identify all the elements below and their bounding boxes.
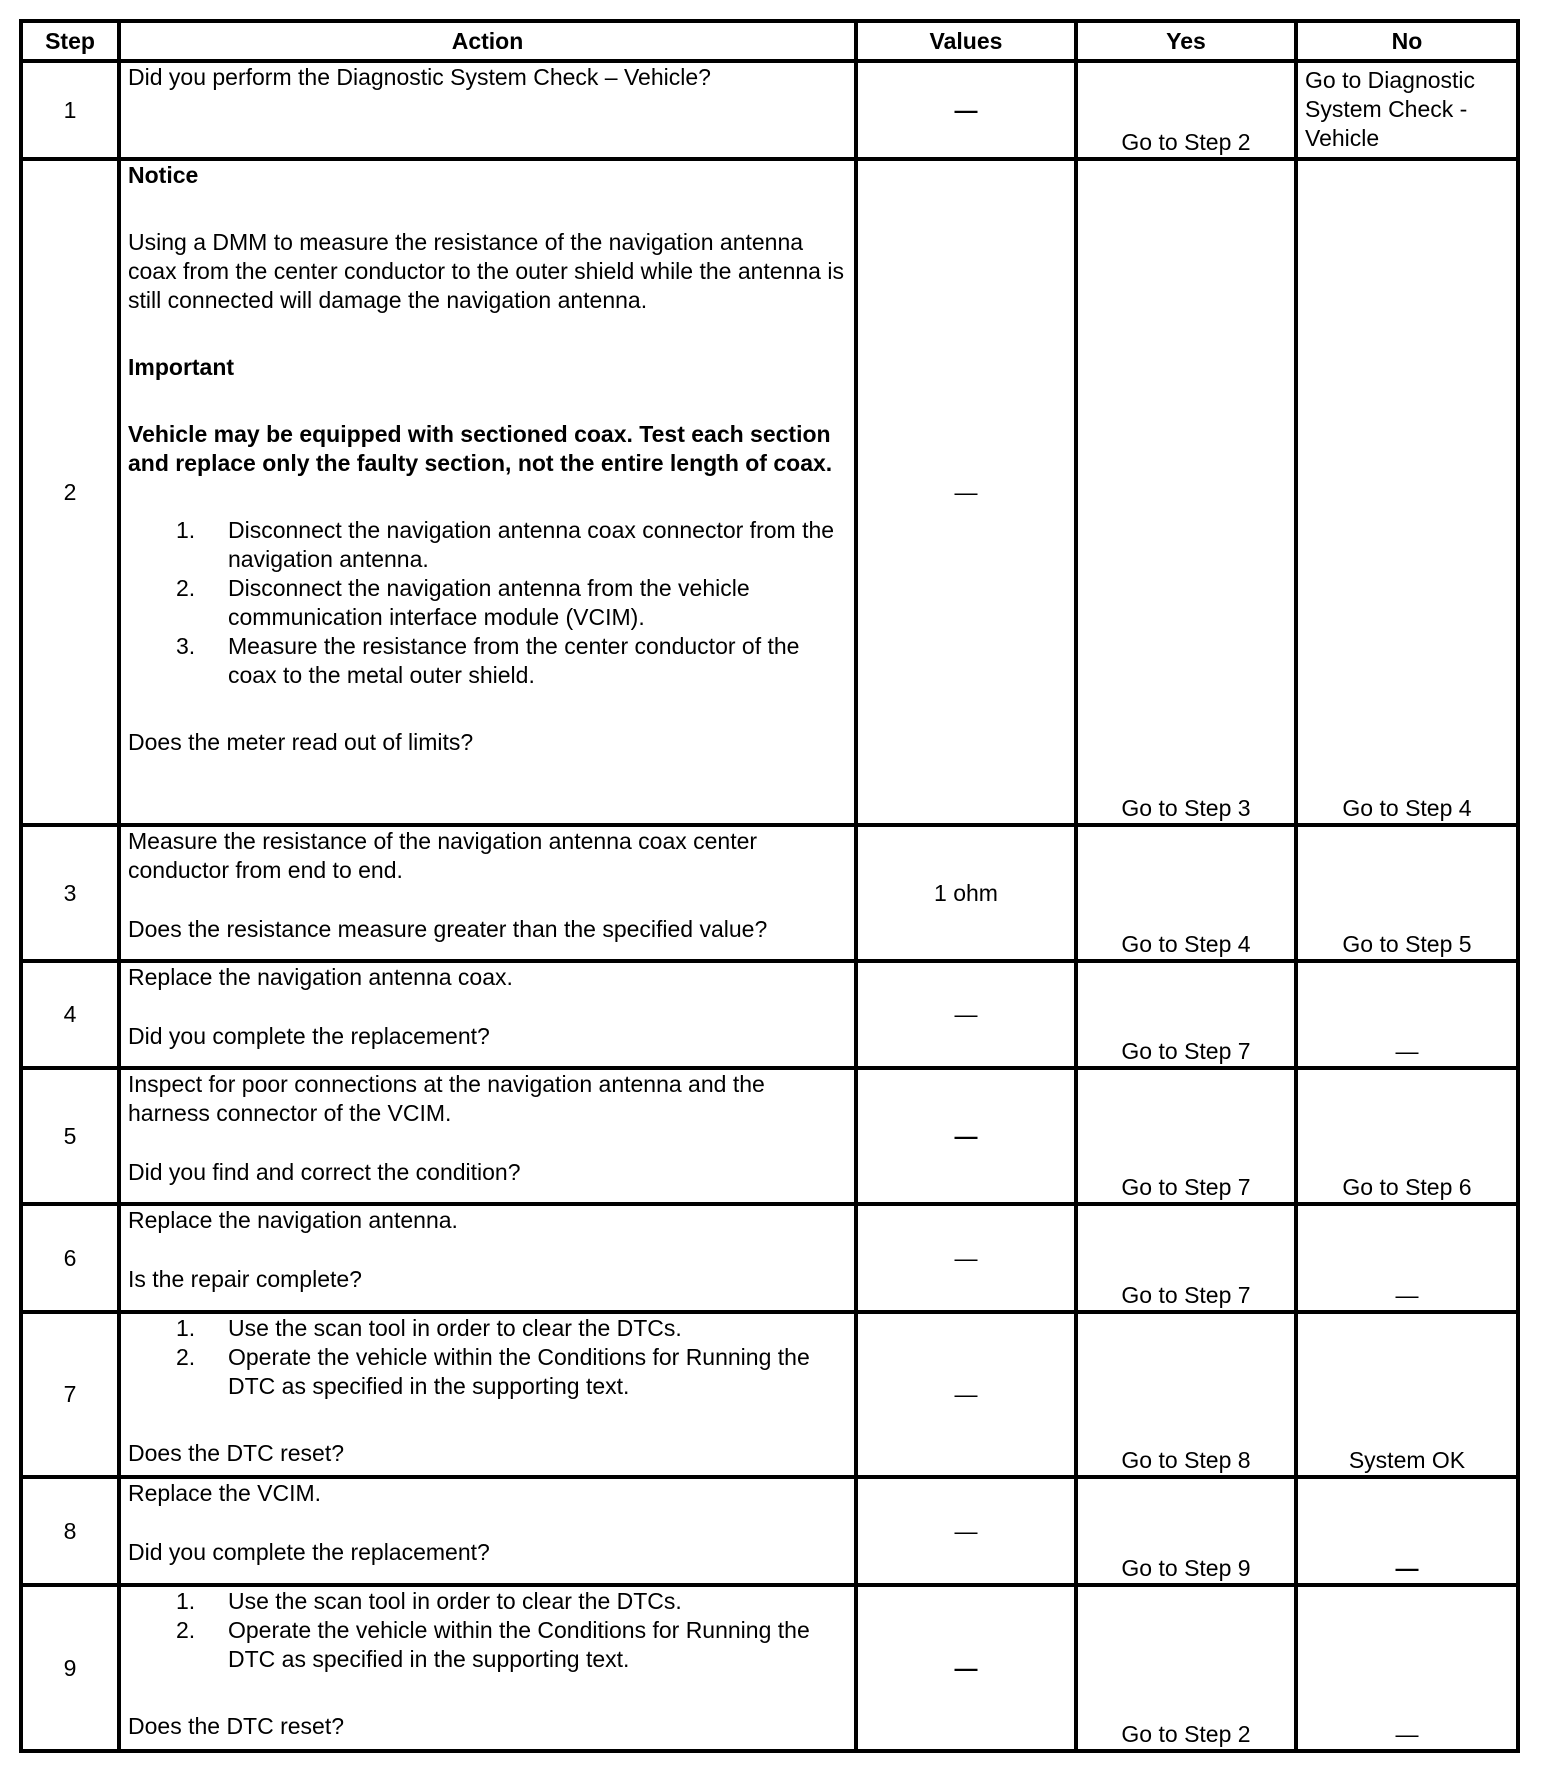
question-text: Did you perform the Diagnostic System Check – Vehicle? xyxy=(128,64,711,90)
step-number: 1 xyxy=(21,61,119,159)
no-cell: Go to Diagnostic System Check - Vehicle xyxy=(1296,61,1518,159)
instruction-text: Replace the VCIM. xyxy=(128,1480,322,1506)
list-number: 1. xyxy=(176,517,196,543)
yes-cell: Go to Step 8 xyxy=(1076,1312,1296,1477)
list-item xyxy=(128,1616,847,1674)
list-item xyxy=(128,1343,847,1401)
no-cell: — xyxy=(1296,1585,1518,1751)
no-cell: Go to Step 4 xyxy=(1296,159,1518,825)
list-text: Operate the vehicle within the Conditions for Running the DTC as specified in the supporting text. xyxy=(228,1344,810,1399)
table-row xyxy=(21,1204,1518,1312)
table-row xyxy=(21,1068,1518,1204)
procedure-list xyxy=(128,1314,847,1401)
notice-text: Using a DMM to measure the resistance of the navigation antenna coax from the center conductor to the outer shield while the antenna is still connected will damage the navigation antenna. xyxy=(128,229,844,313)
no-cell: — xyxy=(1296,961,1518,1068)
action-cell xyxy=(119,1585,856,1751)
no-cell: System OK xyxy=(1296,1312,1518,1477)
step-number: 9 xyxy=(21,1585,119,1751)
procedure-list xyxy=(128,1587,847,1674)
step-number: 6 xyxy=(21,1204,119,1312)
header-values: Values xyxy=(856,21,1076,61)
list-item xyxy=(128,632,847,690)
no-cell: — xyxy=(1296,1477,1518,1585)
no-cell: Go to Step 6 xyxy=(1296,1068,1518,1204)
yes-cell: Go to Step 7 xyxy=(1076,1068,1296,1204)
procedure-list xyxy=(128,516,847,690)
list-number: 2. xyxy=(176,1617,196,1643)
table-row xyxy=(21,1312,1518,1477)
no-cell: — xyxy=(1296,1204,1518,1312)
value-cell: — xyxy=(856,1312,1076,1477)
list-item xyxy=(128,574,847,632)
value-cell: — xyxy=(856,1477,1076,1585)
list-number: 2. xyxy=(176,1344,196,1370)
list-text: Disconnect the navigation antenna from the vehicle communication interface module (VCIM). xyxy=(228,575,750,630)
no-cell: Go to Step 5 xyxy=(1296,825,1518,961)
list-text: Measure the resistance from the center conductor of the coax to the metal outer shield. xyxy=(228,633,800,688)
list-text: Operate the vehicle within the Conditions for Running the DTC as specified in the supporting text. xyxy=(228,1617,810,1672)
list-text: Use the scan tool in order to clear the DTCs. xyxy=(228,1588,682,1614)
action-cell xyxy=(119,1312,856,1477)
action-cell xyxy=(119,961,856,1068)
list-text: Use the scan tool in order to clear the DTCs. xyxy=(228,1315,682,1341)
important-text: Vehicle may be equipped with sectioned coax. Test each section and replace only the faulty section, not the entire length of coax. xyxy=(128,421,833,476)
yes-cell: Go to Step 9 xyxy=(1076,1477,1296,1585)
yes-cell: Go to Step 2 xyxy=(1076,61,1296,159)
action-cell xyxy=(119,1204,856,1312)
value-cell: 1 ohm xyxy=(856,825,1076,961)
question-text: Does the resistance measure greater than the specified value? xyxy=(128,916,768,942)
table-row xyxy=(21,159,1518,825)
table-row xyxy=(21,1477,1518,1585)
action-cell xyxy=(119,159,856,825)
table-row xyxy=(21,61,1518,159)
value-cell: — xyxy=(856,159,1076,825)
list-item xyxy=(128,1587,847,1616)
step-number: 3 xyxy=(21,825,119,961)
step-number: 4 xyxy=(21,961,119,1068)
action-cell xyxy=(119,1068,856,1204)
question-text: Did you complete the replacement? xyxy=(128,1023,490,1049)
step-number: 8 xyxy=(21,1477,119,1585)
header-no: No xyxy=(1296,21,1518,61)
list-text: Disconnect the navigation antenna coax connector from the navigation antenna. xyxy=(228,517,835,572)
table-row xyxy=(21,825,1518,961)
diagnostic-table xyxy=(19,19,1520,1753)
step-number: 2 xyxy=(21,159,119,825)
question-text: Does the DTC reset? xyxy=(128,1713,345,1739)
question-text: Did you complete the replacement? xyxy=(128,1539,490,1565)
question-text: Does the DTC reset? xyxy=(128,1440,345,1466)
step-number: 7 xyxy=(21,1312,119,1477)
list-item xyxy=(128,1314,847,1343)
header-action: Action xyxy=(119,21,856,61)
notice-title: Notice xyxy=(128,162,199,188)
important-title: Important xyxy=(128,354,235,380)
step-number: 5 xyxy=(21,1068,119,1204)
action-cell xyxy=(119,825,856,961)
action-cell xyxy=(119,1477,856,1585)
question-text: Is the repair complete? xyxy=(128,1266,362,1292)
table-row xyxy=(21,1585,1518,1751)
list-number: 3. xyxy=(176,633,196,659)
value-cell: — xyxy=(856,1068,1076,1204)
list-item xyxy=(128,516,847,574)
value-cell: — xyxy=(856,1585,1076,1751)
value-cell: — xyxy=(856,1204,1076,1312)
list-number: 2. xyxy=(176,575,196,601)
question-text: Does the meter read out of limits? xyxy=(128,729,474,755)
list-number: 1. xyxy=(176,1315,196,1341)
question-text: Did you find and correct the condition? xyxy=(128,1159,521,1185)
table-row xyxy=(21,961,1518,1068)
list-number: 1. xyxy=(176,1588,196,1614)
instruction-text: Replace the navigation antenna coax. xyxy=(128,964,513,990)
header-yes: Yes xyxy=(1076,21,1296,61)
instruction-text: Replace the navigation antenna. xyxy=(128,1207,458,1233)
value-cell: — xyxy=(856,961,1076,1068)
yes-cell: Go to Step 3 xyxy=(1076,159,1296,825)
yes-cell: Go to Step 7 xyxy=(1076,961,1296,1068)
instruction-text: Measure the resistance of the navigation antenna coax center conductor from end to end. xyxy=(128,828,758,883)
header-row xyxy=(21,21,1518,61)
value-cell: — xyxy=(856,61,1076,159)
action-cell xyxy=(119,61,856,159)
header-step: Step xyxy=(21,21,119,61)
instruction-text: Inspect for poor connections at the navigation antenna and the harness connector of the VCIM. xyxy=(128,1071,765,1126)
yes-cell: Go to Step 4 xyxy=(1076,825,1296,961)
yes-cell: Go to Step 7 xyxy=(1076,1204,1296,1312)
yes-cell: Go to Step 2 xyxy=(1076,1585,1296,1751)
